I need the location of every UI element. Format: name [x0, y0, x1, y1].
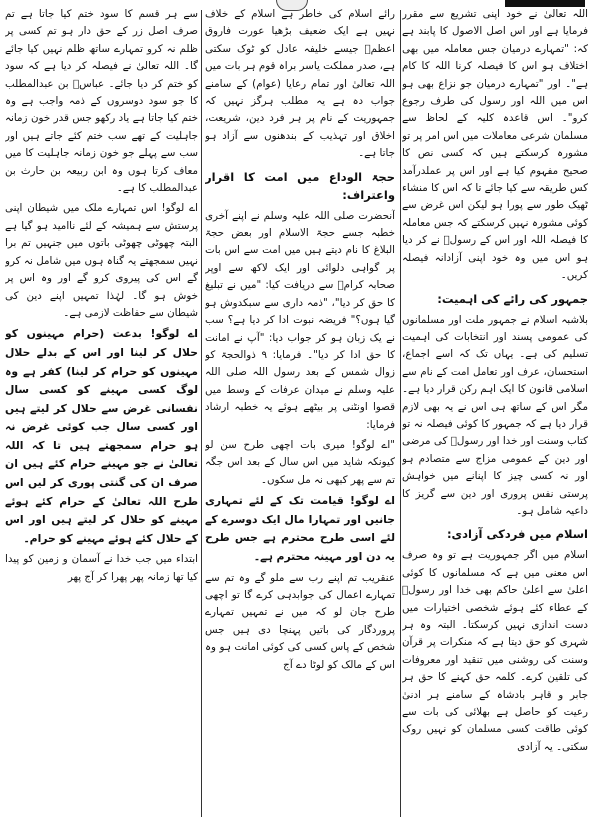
section-heading: اسلام میں فردکی آزادی: [446, 527, 588, 542]
paragraph: سے ہر قسم کا سود ختم کیا جاتا ہے تم صرف اصل زر کے حق دار ہو تم کسی پر ظلم نہ کرو تمہارے ساتھ ظلم نہیں کیا جائے گا۔ اللہ تعالیٰ نے فیصلہ کر دیا ہے کہ سود کو ختم کر دیا جائے۔ عباسؓ بن عبدالمطلب کا جو سود دوسروں کے ذمہ واجب ہے وہ ختم کیا جاتا ہے یاد رکھو جس قدر خون زمانہ جاہلیت کے تھے سب ختم کئے جاتے ہیں اور سب سے پہلے جو خون زمانہ جاہلیت کا میں معاف کرتا ہوں وہ ابن ربیعہ بن حارث بن عبدالمطلب کا ہے۔ [5, 8, 198, 195]
paragraph: بلاشبہ اسلام نے جمہور ملت اور مسلمانوں کی عمومی پسند اور انتخابات کی اہمیت تسلیم کی ہے۔ یہاں تک کہ اسے اجماع، استحسان، عرف اور تعامل امت کے نام سے اسلامی قانون کا ایک اہم رکن قرار دیا ہے۔ مگر اس کے ساتھ ہی اس نے یہ بھی لازم قرار دیا ہے کہ جمہور کا کوئی فیصلہ نہ تو کتاب وسنت اور خدا اور رسولؐ کی مرضی اور دین کے عمومی مزاج سے متصادم ہو اور نہ کسی چیز کا اپنانے میں خواہش پرستی نفس پروری اور دین سے گریز کا داعیہ شامل ہو۔ [402, 313, 588, 517]
paragraph: رائے اسلام کی خاطر ہے اسلام کے خلاف نہیں ہے ایک ضعیف بڑھیا عورت فاروق اعظمؓ جیسے خلیفہ عادل کو ٹوک سکتی ہے، صدر مملکت یاسر براہ قوم ہر بات میں اللہ تعالیٰ اور تمام رعایا (عوام) کے سامنے جواب دہ ہے یہ مطلب ہرگز نہیں کہ جمہوریت کے نام پر ہر فرد دین، شریعت، اخلاق اور تہذیب کے بندھنوں سے آزاد ہو جاتا ہے۔ [205, 8, 395, 160]
section-heading: جمہور کی رائے کی اہمیت: [437, 291, 588, 306]
paragraph: اسلام میں اگر جمہوریت ہے تو وہ صرف اس معنی میں ہے کہ مسلمانوں کا کوئی اعلیٰ سے اعلیٰ حاکم بھی خدا اور رسولؐ کے عطاء کئے ہوئے شخصی اختیارات میں دست اندازی نہیں کرسکتا۔ البتہ وہ ہر شہری کو حق دیتا ہے کہ منکرات پر قرآن وسنت کی روشنی میں تنقید اور معروفات کی تلقین کرے۔ کلمہ حق کہنے کا حق ہر جابر و قاہر بادشاہ کے سامنے ہر ادنیٰ رعیت کو حاصل ہے بھلائی کی بات سے کوئی طاقت کسی مسلمان کو نہیں روک سکتی۔ یہ آزادی [402, 549, 588, 753]
column-divider [400, 10, 401, 817]
right-column [402, 6, 588, 819]
paragraph: اے لوگو! اس تمہارے ملک میں شیطان اپنی پرستش سے ہمیشہ کے لئے ناامید ہو گیا ہے البتہ چھوٹی چھوٹی باتوں میں جنہیں تم برا نہیں سمجھتے یہ گناہ ہوں میں شامل نہ کرو گے اس کی پیروی کرو گے اور وہ اس پر خوش ہو گا۔ لہٰذا تمہیں اپنے دین کی شیطان سے حفاظت لازمی ہے۔ [5, 202, 198, 319]
left-column [5, 6, 198, 819]
column-divider [201, 10, 202, 817]
paragraph: ابتداء میں جب خدا نے آسمان و زمین کو پیدا کیا تھا زمانہ پھر پھرا کر آج پھر [5, 553, 198, 583]
section-heading: حجۃ الوداع میں امت کا اقرار واعتراف: [205, 169, 395, 202]
emphasized-paragraph: اے لوگو! بدعت (حرام مہینوں کو حلال کر لینا اور اس کے بدلے حلال مہینوں کو حرام کر لینا) کفر ہے وہ لوگ کسی مہینے کو کسی سال نفسانی غرض سے حلال کر لیتے ہیں اور کسی سال جب کوئی غرض نہ ہو حرام سمجھتے ہیں تا کہ اللہ تعالیٰ نے جو مہینے حرام کئے ہیں ان صرف ان کی گنتی پوری کر لیں اس طرح اللہ تعالیٰ کے حرام کئے ہوئے مہینے کو حلال کر لیتے ہیں اور اس کے حلال کئے ہوئے مہینے کو حرام۔ [5, 327, 198, 545]
paragraph: عنقریب تم اپنے رب سے ملو گے وہ تم سے تمہارے اعمال کی جوابدہی کرے گا تو اچھی طرح جان لو کہ میں نے تمہیں تمہارے پروردگار کی باتیں پہنچا دی ہیں جس شخص کے پاس کسی کی کوئی امانت ہو وہ اس کے مالک کو لوٹا دے آج [205, 571, 395, 671]
quote-paragraph: "اے لوگو! میری بات اچھی طرح سن لو کیونکہ شاید میں اس سال کے بعد اس جگہ تم سے پھر کبھی نہ مل سکوں۔ [205, 438, 395, 486]
paragraph: آنحضرت صلی اللہ علیہ وسلم نے اپنے آخری خطبہ جسے حجۃ الاسلام اور بعض حجۃ البلاغ کا نام دیتے ہیں میں امت سے اس بات پر گواہی دلوائی اور ایک لاکھ سے اوپر صحابہ کرامؓ سے دریافت کیا: "میں نے تبلیغ کا حق کر دیا"، "ذمہ داری سے سبکدوش ہو گیا ہوں؟" فریضہ نبوت ادا کر دیا ہے؟ سب نے یک زبان ہو کر جواب دیا: "آپ نے امانت کا حق ادا کر دیا"۔ فرمایا: ۹ ذوالحجۃ کو زوال شمس کے بعد رسول اللہ صلی اللہ علیہ وسلم نے میدان عرفات کے وسط میں قصوا اونٹنی پر بیٹھے ہوئے یہ خطبہ ارشاد فرمایا: [205, 209, 395, 431]
paragraph: اللہ تعالیٰ نے خود اپنی تشریع سے مقرر فرمایا ہے اور اس اصل الاصول کا پابند ہے کہ: "تمہارے درمیان جس معاملہ میں بھی اختلاف ہو اس کا فیصلہ کرنا اللہ کا کام ہے"۔ اور "تمہارے درمیان جو نزاع بھی ہو اس میں اللہ اور رسول کی طرف رجوع کرو"۔ اس قاعدہ کلیہ کے لحاظ سے مسلمان شرعی معاملات میں اس امر پر تو مشورہ کرسکتے ہیں کہ کسی نص کا صحیح مفہوم کیا ہے اور اس پر عملدرآمد کس طریقہ سے کیا جائے تا کہ اس کا منشاء ٹھیک طور سے پورا ہو لیکن اس غرض سے کوئی مشورہ نہیں کرسکتے کہ جس معاملہ کا فیصلہ اللہ اور اس کے رسولؐ نے کر دیا ہو اس میں وہ خود اپنی آزادانہ فیصلہ کریں۔ [402, 8, 588, 282]
middle-column [205, 6, 395, 819]
emphasized-paragraph: اے لوگو! قیامت تک کے لئے تمہاری جانیں اور تمہارا مال ایک دوسرے کے لئے اسی طرح محترم ہے جس طرح یہ دن اور مہینہ محترم ہے۔ [205, 494, 395, 563]
